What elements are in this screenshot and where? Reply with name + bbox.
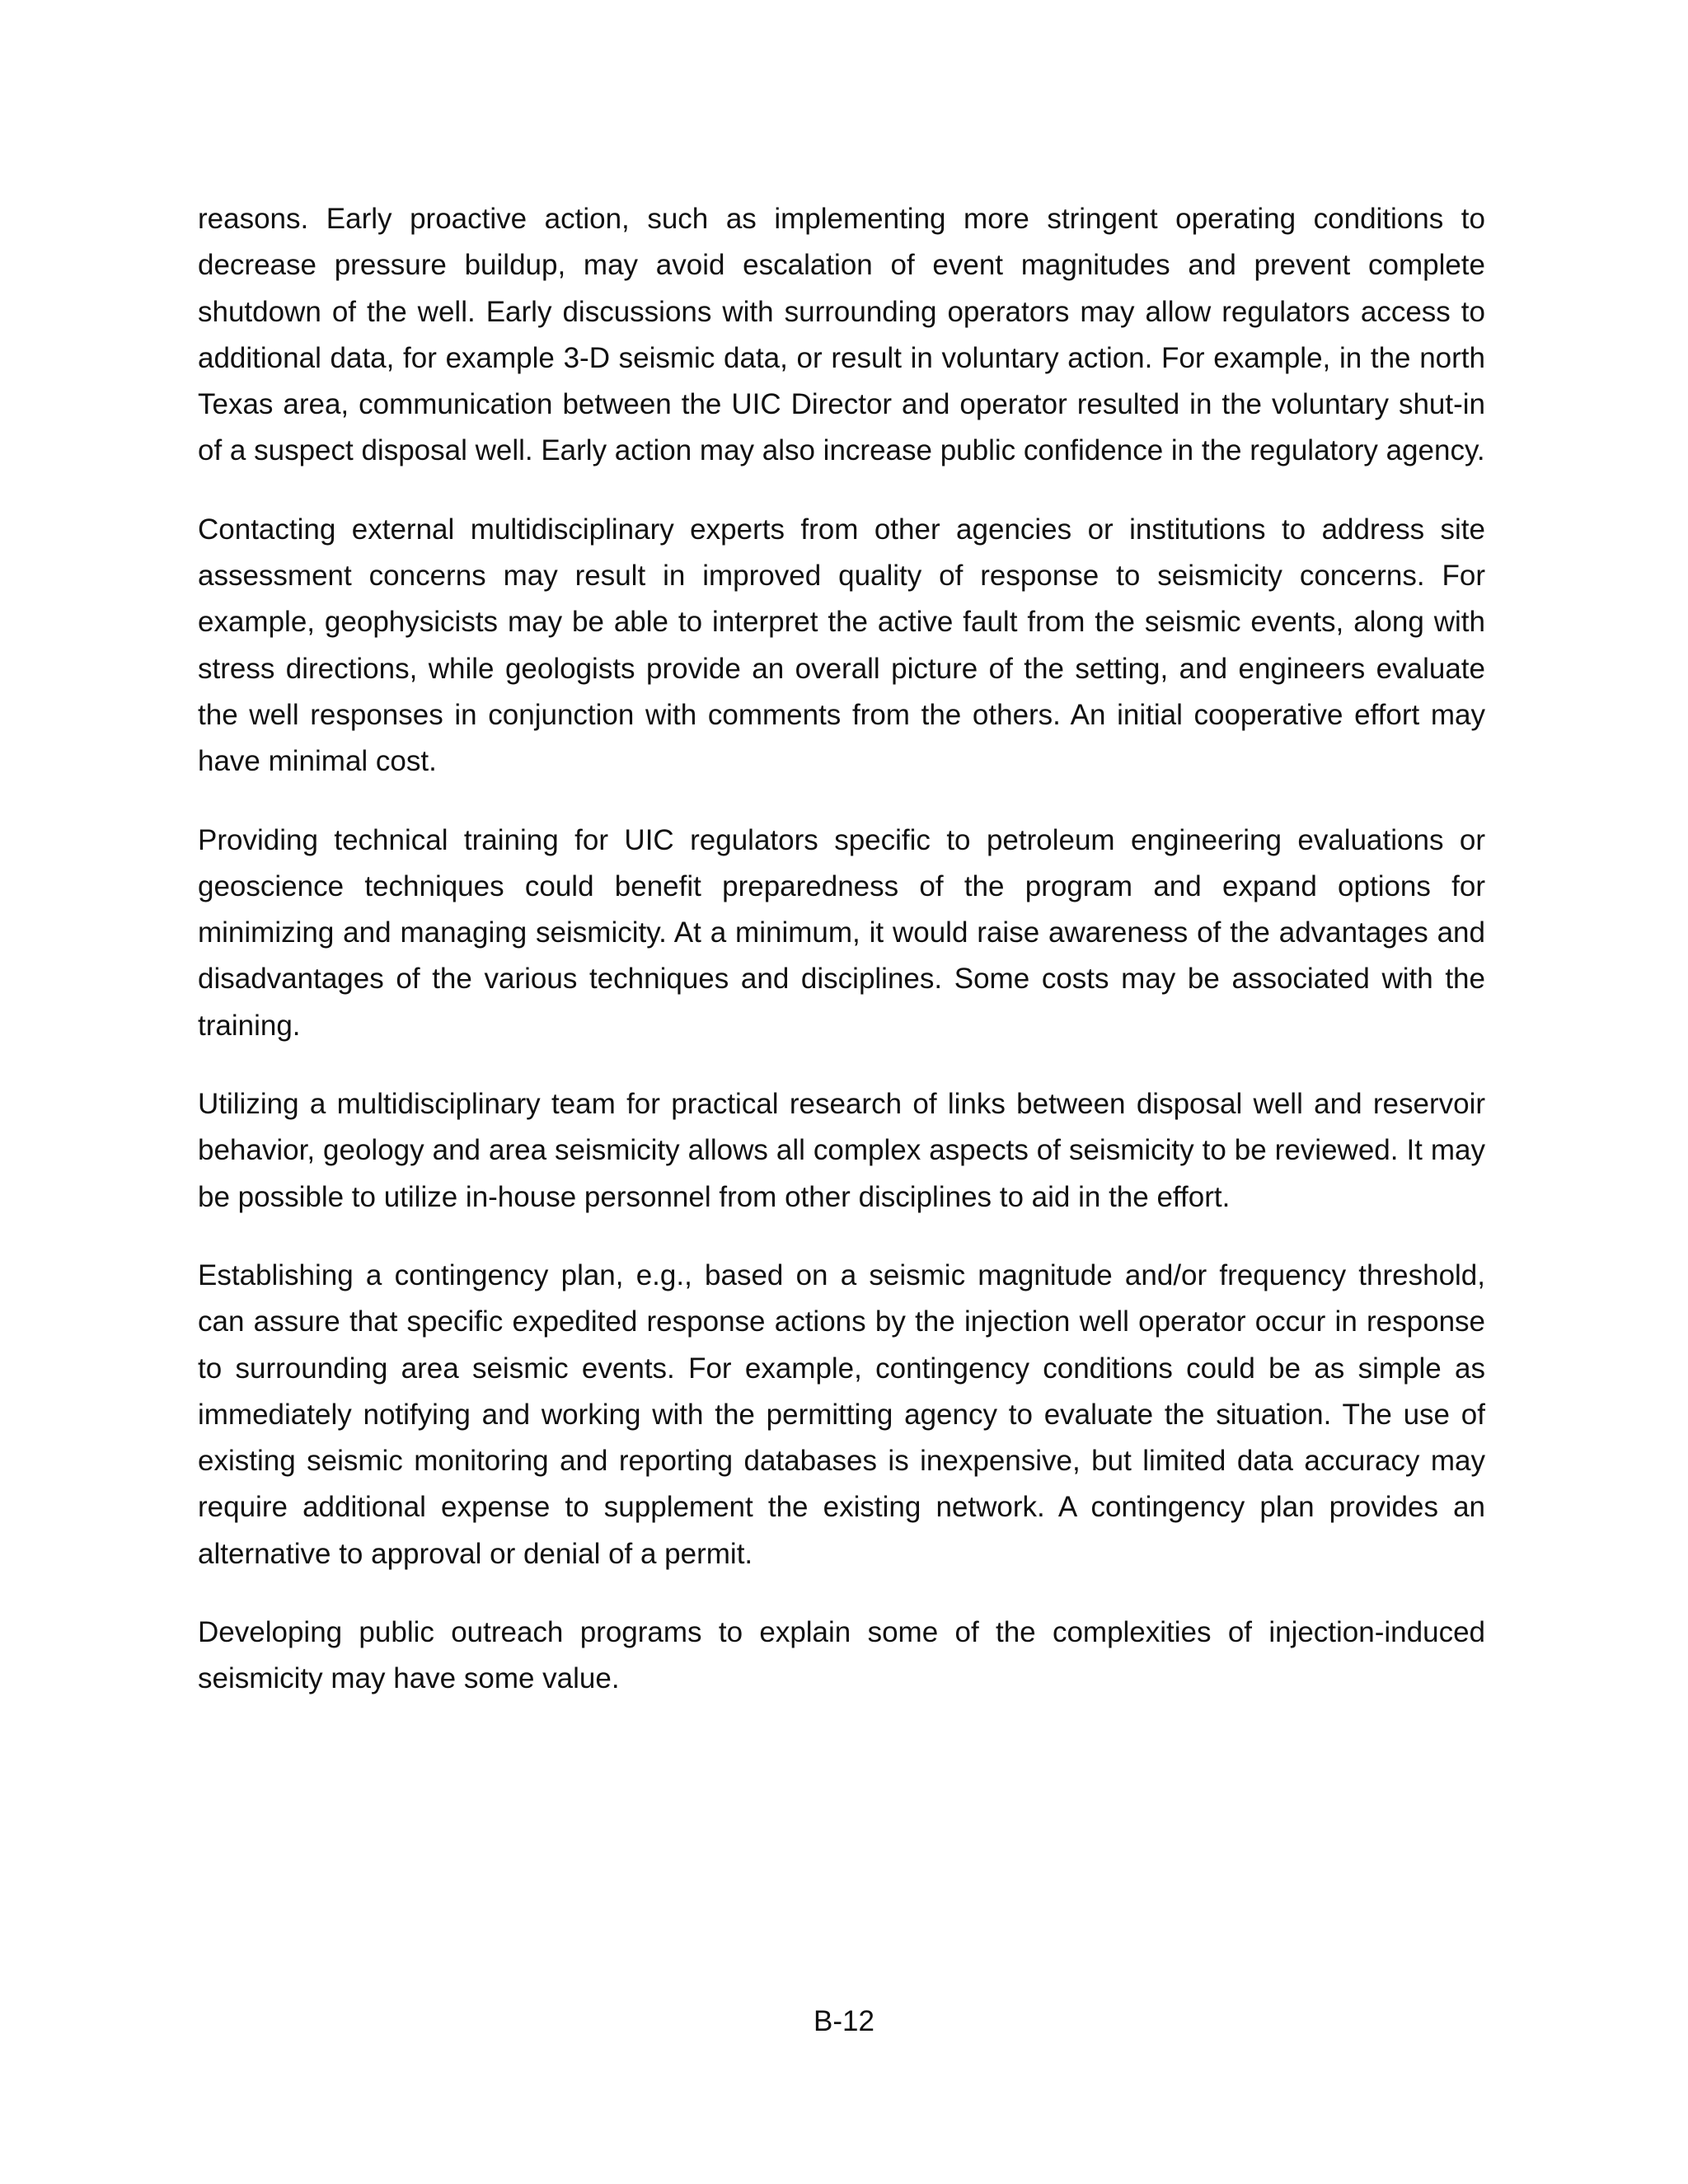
page-number: B-12	[814, 2005, 874, 2037]
body-text	[198, 196, 1485, 1735]
paragraph-public-outreach: Developing public outreach programs to explain some of the complexities of injection-induced seismicity may have some value.	[198, 1616, 1485, 1695]
paragraph-contingency-plan: Establishing a contingency plan, e.g., based on a seismic magnitude and/or frequency threshold, can assure that specific expedited response actions by the injection well operator occur in response to surrounding area seismic events. For example, contingency conditions could be as simple as immediately notifying and working with the permitting agency to evaluate the situation. The use of existing seismic monitoring and reporting databases is inexpensive, but limited data accuracy may require additional expense to supplement the existing network. A contingency plan provides an alternative to approval or denial of a permit.	[198, 1258, 1485, 1570]
paragraph-multidisciplinary-team: Utilizing a multidisciplinary team for practical research of links between disposal well and reservoir behavior, geology and area seismicity allows all complex aspects of seismicity to be reviewed. It may be possible to utilize in-house personnel from other disciplines to aid in the effort.	[198, 1088, 1485, 1213]
paragraph-external-experts: Contacting external multidisciplinary experts from other agencies or institutions to address site assessment concerns may result in improved quality of response to seismicity concerns. For example, geophysicists may be able to interpret the active fault from the seismic events, along with stress directions, while geologists provide an overall picture of the setting, and engineers evaluate the well responses in conjunction with comments from the others. An initial cooperative effort may have minimal cost.	[198, 513, 1485, 778]
paragraph-technical-training: Providing technical training for UIC regulators specific to petroleum engineering evaluations or geoscience techniques could benefit preparedness of the program and expand options for minimizing and managing seismicity. At a minimum, it would raise awareness of the advantages and disadvantages of the various techniques and disciplines. Some costs may be associated with the training.	[198, 823, 1485, 1042]
paragraph-early-action: reasons. Early proactive action, such as implementing more stringent operating conditions to decrease pressure buildup, may avoid escalation of event magnitudes and prevent complete shutdown of the well. Early discussions with surrounding operators may allow regulators access to additional data, for example 3-D seismic data, or result in voluntary action. For example, in the north Texas area, communication between the UIC Director and operator resulted in the voluntary shut-in of a suspect disposal well. Early action may also increase public confidence in the regulatory agency.	[198, 203, 1485, 467]
